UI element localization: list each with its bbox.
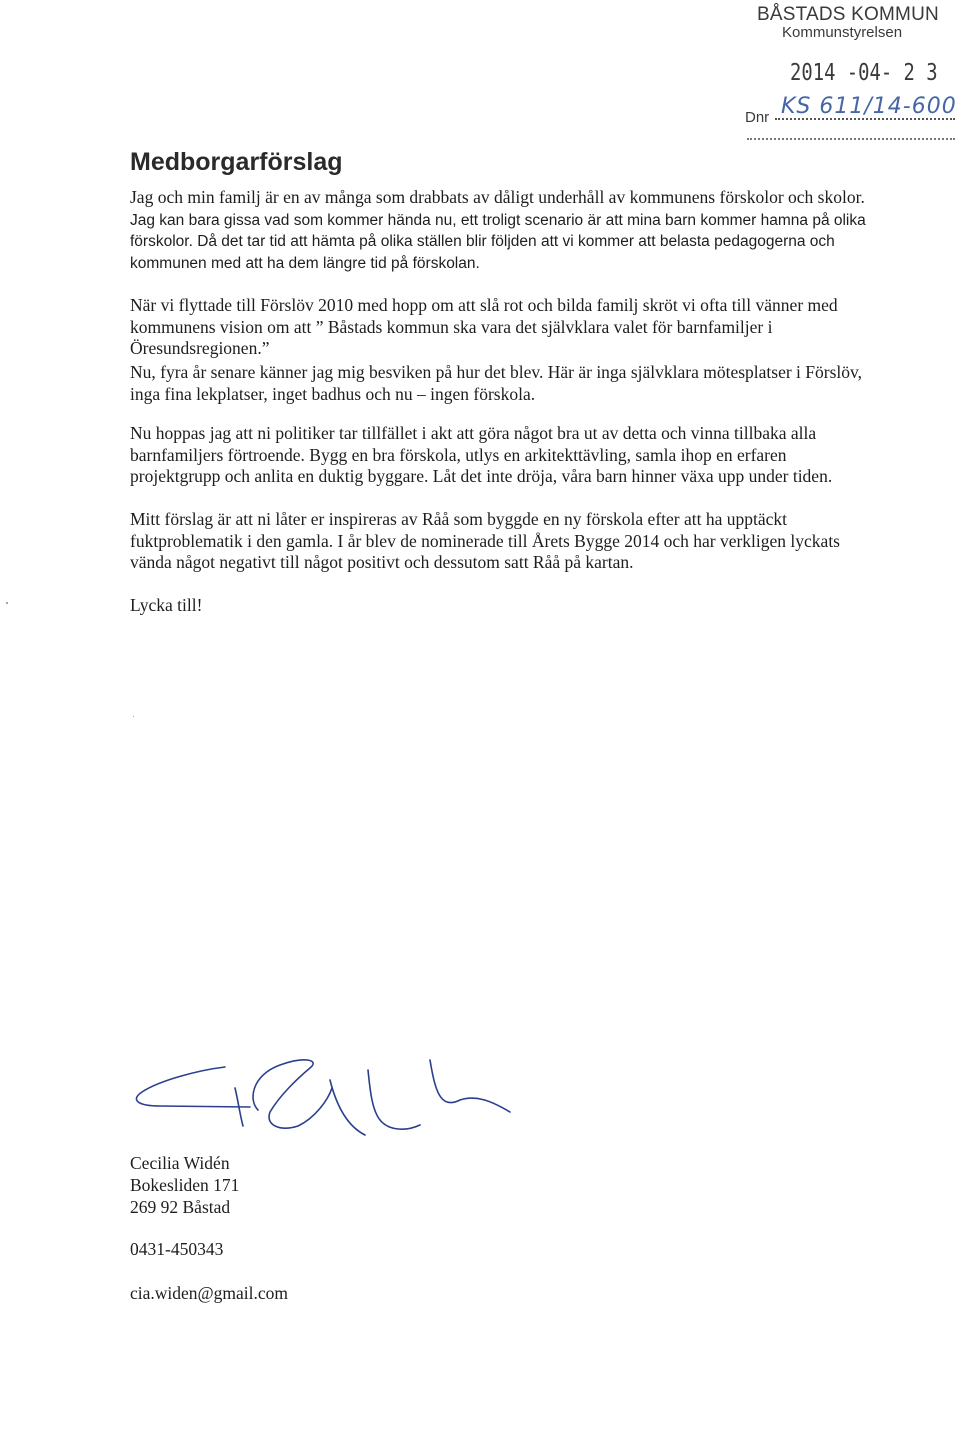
paragraph-move-to-forslov: När vi flyttade till Förslöv 2010 med hopp om att slå rot och bilda familj skröt vi ofta till vänner med kommunens vision om att ” Båstads kommun ska vara det självklara valet för barnfamiljer i Öresundsregionen.” [130,295,838,359]
sender-phone: 0431-450343 [130,1239,224,1259]
intro-paragraph [130,187,880,275]
sender-city: 269 92 Båstad [130,1197,231,1217]
paragraph-appeal: Nu hoppas jag att ni politiker tar tillfället i akt att göra något bra ut av detta och vinna tillbaka alla barnfamiljers förtroende. Bygg en bra förskola, utlys en arkitekttävling, samla ihop en erfaren projektgrupp och anlita en duktig byggare. Låt det inte dröja, våra barn hinner växa upp under tiden. [130,423,833,487]
stamp-organization: BÅSTADS KOMMUN [757,4,939,25]
stamp-dnr-handwritten: KS 611/14-600 [781,94,957,119]
stamp-date: 2014 -04- 2 3 [790,60,938,86]
paragraph-proposal: Mitt förslag är att ni låter er inspireras av Råå som byggde en ny förskola efter att ha upptäckt fuktproblematik i den gamla. I år blev de nominerade till Årets Bygge 2014 och har verkligen lyckats vända något negativt till något positivt och dessutom satt Råå på kartan. [130,509,840,573]
document-title: Medborgarförslag [130,148,343,176]
stamp-department: Kommunstyrelsen [782,24,903,41]
sender-name: Cecilia Widén [130,1153,230,1173]
sender-street: Bokesliden 171 [130,1175,240,1195]
intro-sentence-sans: Jag kan bara gissa vad som kommer hända nu, ett troligt scenario är att mina barn kommer hamna på olika förskolor. Då det tar tid att hämta på olika ställen blir följden att vi kommer att belasta pedagogerna och kommunen med att ha dem längre tid på förskolan. [130,211,866,273]
paragraph-disappointment: Nu, fyra år senare känner jag mig besviken på hur det blev. Här är inga självklara mötesplatser i Förslöv, inga fina lekplatser, inget badhus och nu – ingen förskola. [130,362,863,404]
scan-speck [6,602,8,604]
sender-email: cia.widen@gmail.com [130,1283,289,1303]
scan-speck [133,716,134,717]
handwritten-signature [130,1040,530,1150]
stamp-dnr-label: Dnr [745,109,770,126]
stamp-dotted-line-lower [747,138,955,140]
intro-sentence-serif: Jag och min familj är en av många som drabbats av dåligt underhåll av kommunens förskolor och skolor. [130,187,865,207]
closing-greeting: Lycka till! [130,595,203,615]
